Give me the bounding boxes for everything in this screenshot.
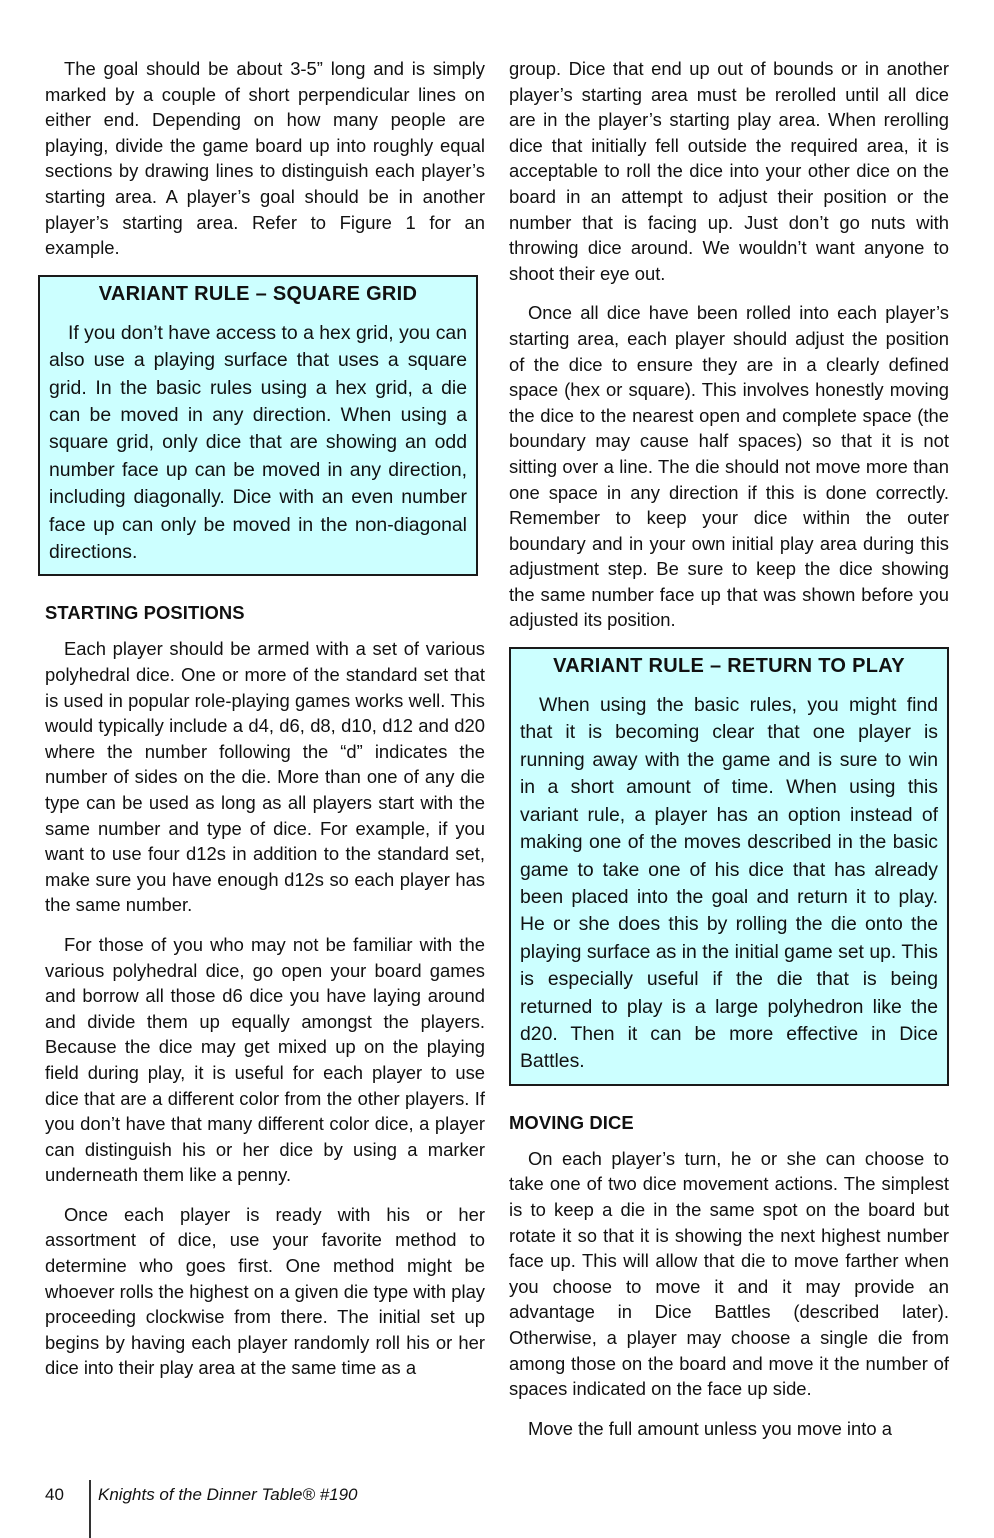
variant-rule-square-grid-box (38, 275, 478, 577)
variant-rule-text: If you don’t have access to a hex grid, you can also use a playing surface that uses a square grid. In the basic rules using a hex grid, a die can be moved in any direction. When using a square grid, only dice that are showing an odd number face up can be moved in any direction, including diagonally. Dice with an even number face up can only be moved in the non-diagonal directions. (49, 321, 467, 563)
paragraph: Once all dice have been rolled into each player’s starting area, each player should adjust the position of the dice to ensure they are in a clearly defined space (hex or square). This involves honestly moving the dice to the nearest open and complete space (the boundary may cause half spaces) so that it is not sitting over a line. The die should not move more than one space in any direction if this is done correctly. Remember to keep your dice within the outer boundary and in your own initial play area during this adjustment step. Be sure to keep the dice showing the same number face up that was shown before you adjusted its position. (509, 302, 949, 631)
variant-rule-return-to-play-box (509, 647, 949, 1086)
continuation-paragraph: group. Dice that end up out of bounds or in another player’s starting area must be rerolled until all dice are in the player’s starting play area. When rerolling dice that initially fell outside the required area, it is acceptable to roll the dice into your other dice on the board in an attempt to adjust their position or the number that is facing up. Just don’t go nuts with throwing dice around. We wouldn’t want anyone to shoot their eye out. (509, 58, 949, 284)
left-column (45, 56, 485, 1395)
variant-rule-title: VARIANT RULE – SQUARE GRID (98, 282, 418, 305)
paragraph: Move the full amount unless you move into a (528, 1417, 892, 1439)
publication-title: Knights of the Dinner Table® #190 (98, 1485, 358, 1504)
page-footer (45, 1480, 445, 1538)
paragraph: On each player’s turn, he or she can choose to take one of two dice movement actions. The simplest is to keep a die in the same spot on the board but rotate it so that it is showing the next highest number face up. This will allow that die to move farther when you choose to move it and it may provide an advantage in Dice Battles (described later). Otherwise, a player may choose a single die from among those on the board and move it the number of spaces indicated on the face up side. (509, 1147, 949, 1400)
right-column (509, 56, 949, 1455)
paragraph: Once each player is ready with his or her assortment of dice, use your favorite method to determine who goes first. One method might be whoever rolls the highest on a given die type with play proceeding clockwise from there. The initial set up begins by having each player randomly roll his or her dice into their play area at the same time as a (45, 1203, 485, 1379)
paragraph: Each player should be armed with a set of various polyhedral dice. One or more of the standard set that is used in popular role-playing games works well. This would typically include a d4, d6, d8, d10, d12 and d20 where the number following the “d” indicates the number of sides on the die. More than one of any die type can be used as long as all players start with the same number and type of dice. For example, if you want to use four d12s in addition to the standard set, make sure you have enough d12s so each player has the same number. (45, 638, 485, 916)
page-number: 40 (45, 1485, 64, 1504)
variant-rule-text: When using the basic rules, you might find that it is becoming clear that one player is running away with the game and is sure to win in a short amount of time. When using this variant rule, a player has an option instead of making one of the moves described in the basic game to take one of his dice that has already been placed into the goal and return it to play. He or she does this by rolling the die onto the playing surface as in the initial game set up. This is especially useful if the die that is being returned to play is a large polyhedron like the d20. Then it can be more effective in Dice Battles. (520, 694, 938, 1073)
section-heading-moving-dice: MOVING DICE (509, 1111, 634, 1133)
footer-divider (89, 1480, 91, 1538)
section-heading-starting-positions: STARTING POSITIONS (45, 602, 245, 624)
intro-paragraph: The goal should be about 3-5” long and is simply marked by a couple of short perpendicular lines on either end. Depending on how many people are playing, divide the game board up into roughly equal sections by drawing lines to distinguish each player’s starting area. A player’s goal should be in another player’s starting area. Refer to Figure 1 for an example. (45, 58, 485, 259)
variant-rule-title: VARIANT RULE – RETURN TO PLAY (553, 655, 905, 678)
paragraph: For those of you who may not be familiar with the various polyhedral dice, go open your board games and borrow all those d6 dice you have laying around and divide them up equally amongst the players. Because the dice may get mixed up on the playing field during play, it is useful for each player to use dice that are a different color from the other players. If you don’t have that many different color dice, a player can distinguish his or her dice by using a marker underneath them like a penny. (45, 933, 485, 1186)
